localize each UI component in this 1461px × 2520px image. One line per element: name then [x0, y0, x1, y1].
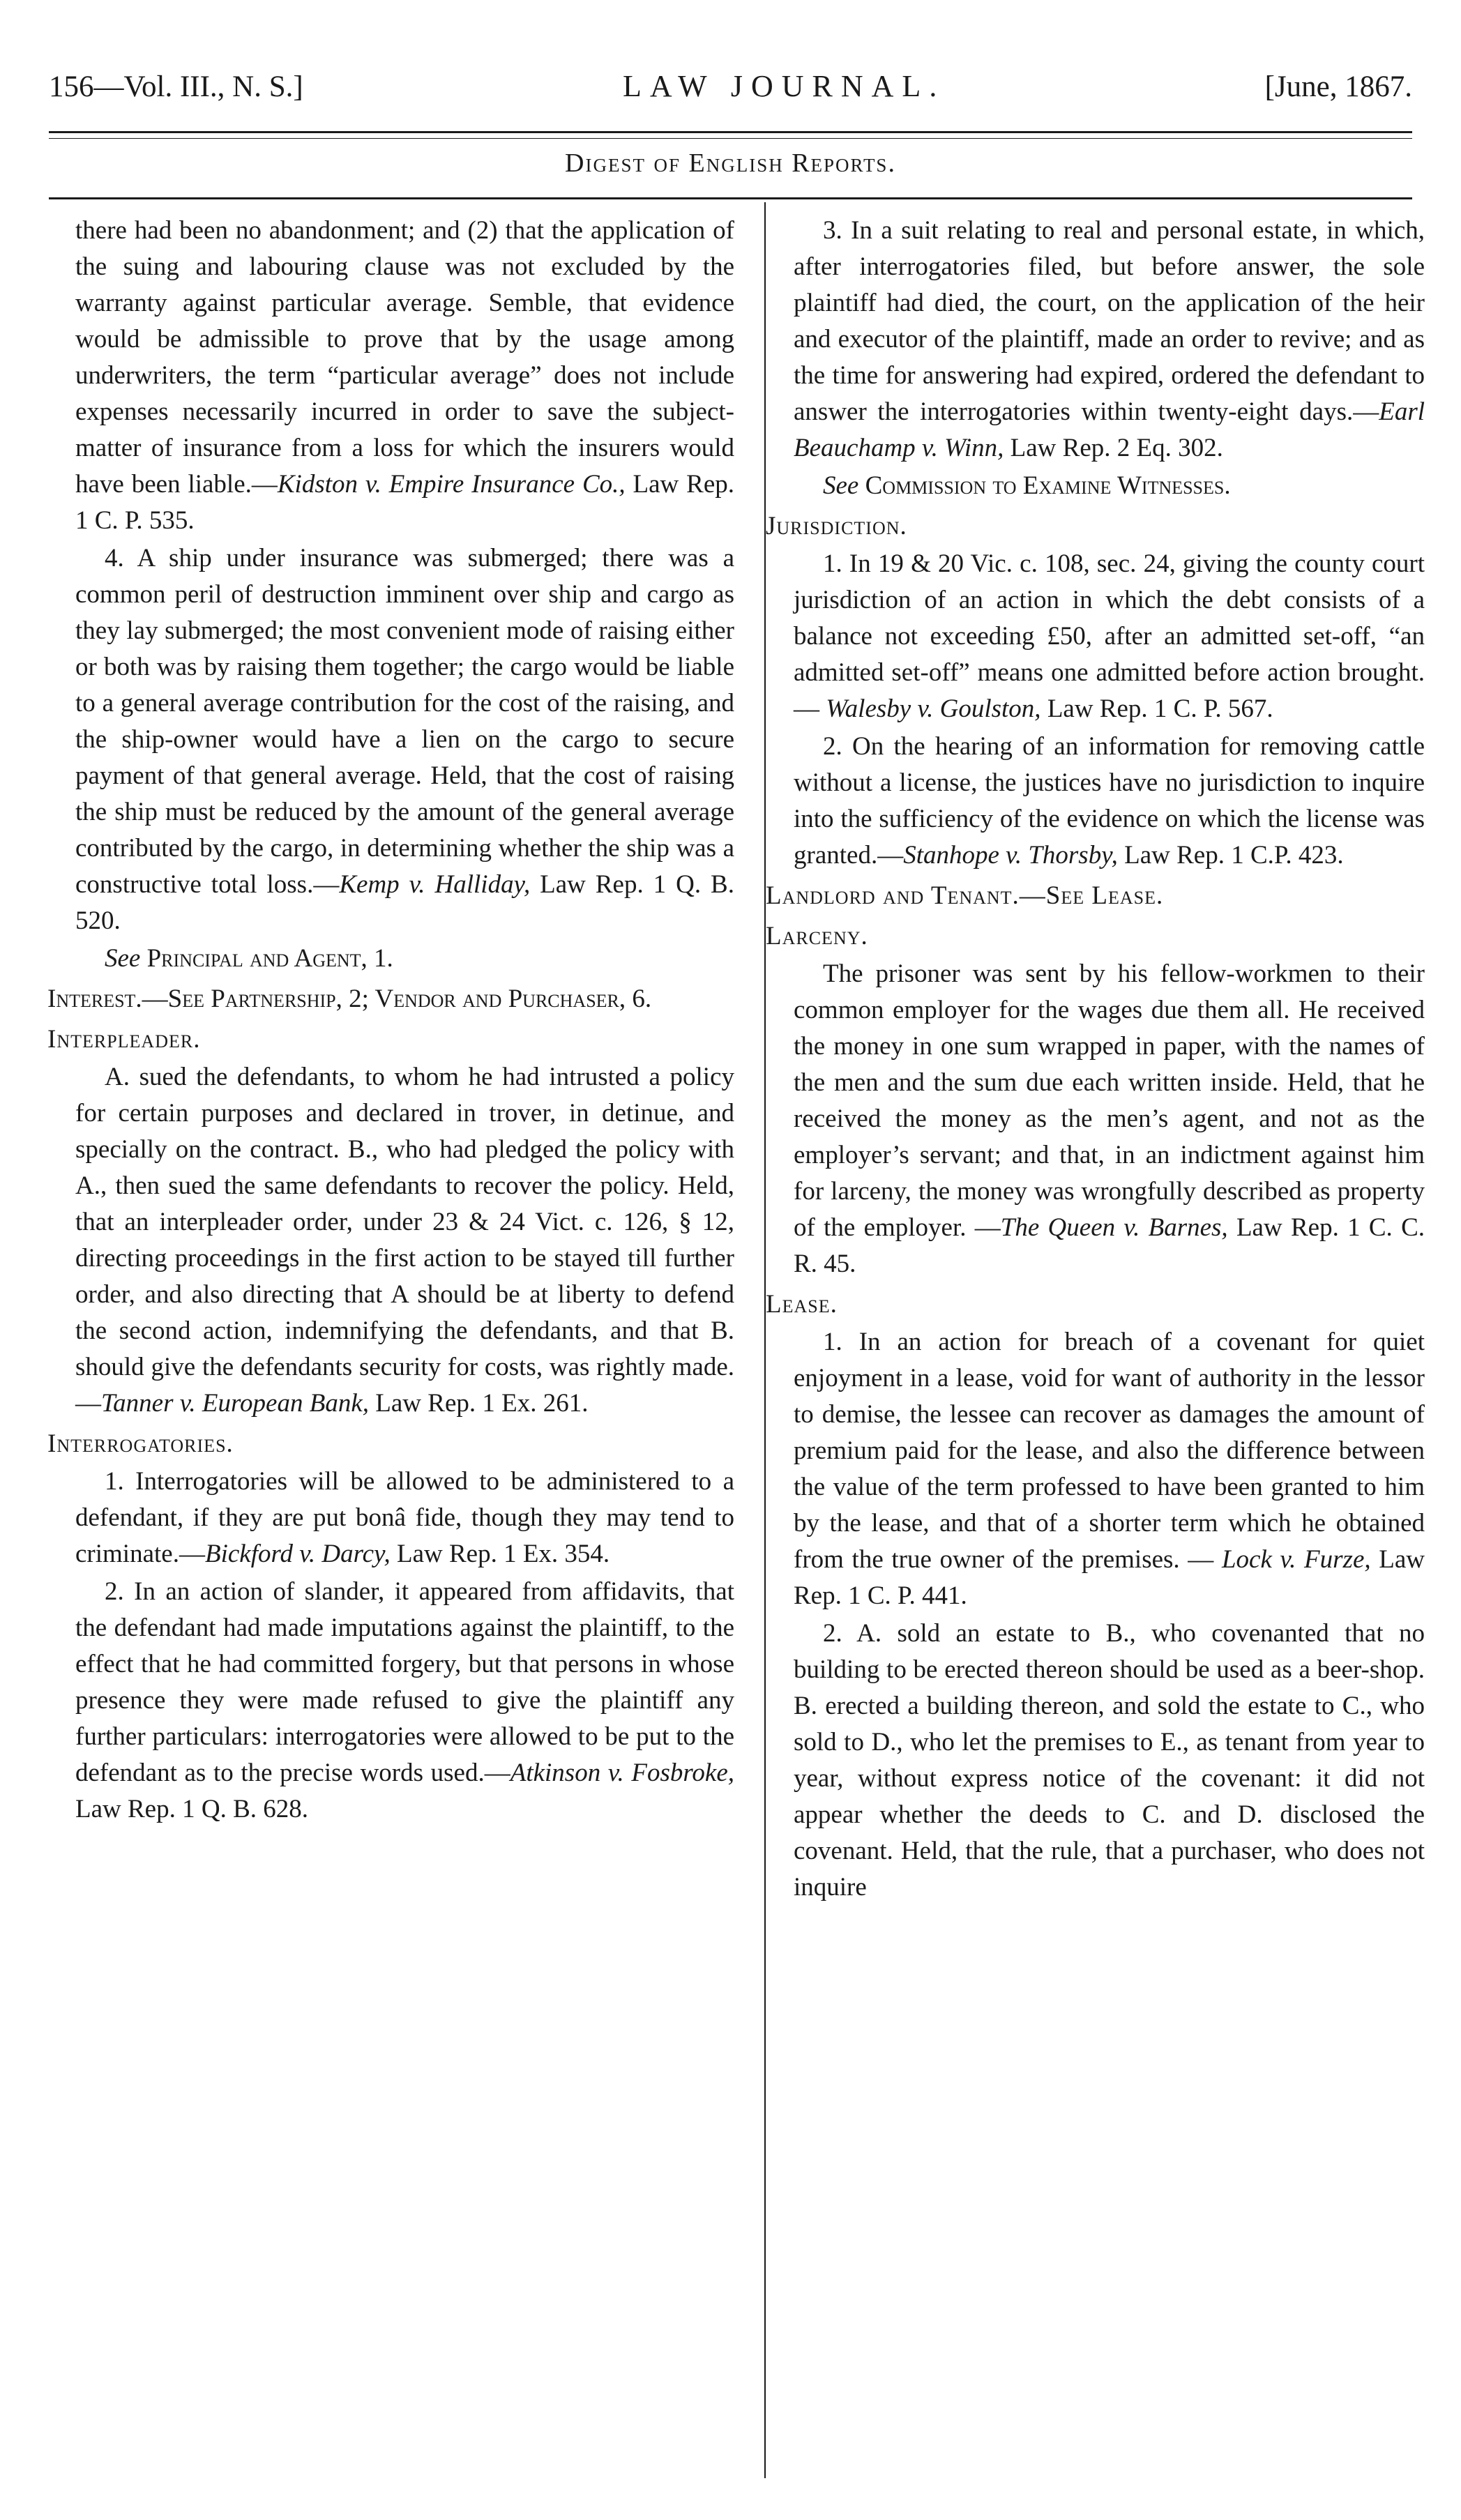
- case-citation: Earl Beauchamp v. Winn,: [794, 397, 1425, 462]
- header-date: [June, 1867.: [1264, 70, 1412, 103]
- entry-text: The prisoner was sent by his fellow-workmen to their common employer for the wages due them all. He received the money in one sum wrapped in paper, with the names of the men and the sum due each written inside. Held, that he received the money as the men’s agent, and not as the employer’s servant; and that, in an indictment against him for larceny, the money was wrongfully described as property of the employer. —: [794, 959, 1425, 1242]
- digest-entry: [794, 956, 1425, 1282]
- see-label: See: [823, 471, 859, 500]
- report-reference: Law Rep. 1 C. P. 441.: [794, 1545, 1425, 1610]
- heading-interrogatories: Interrogatories.: [47, 1429, 234, 1458]
- entry-text: 2. A. sold an estate to B., who covenanted that no building to be erected thereon should be used as a beer-shop. B. erected a building thereon, and sold the estate to C., who sold to D., who let the premises to E., as tenant from year to year, without express notice of the covenant: it did not appear whether the deeds to C. and D. disclosed the covenant. Held, that the rule, that a purchaser, who does not inquire: [794, 1619, 1425, 1902]
- report-reference: Law Rep. 1 C. P. 567.: [1040, 694, 1273, 723]
- report-reference: Law Rep. 1 C. P. 535.: [75, 470, 734, 535]
- entry-text: 3. In a suit relating to real and personal estate, in which, after interrogatories filed, but before answer, the sole plaintiff had died, the court, on the application of the heir and executor of the plaintiff, made an order to revive; and as the time for answering had expired, ordered the defendant to answer the interrogatories within twenty-eight days.—: [794, 216, 1425, 426]
- case-citation: Lock v. Furze,: [1221, 1545, 1371, 1574]
- heading-interest: Interest.—See Partnership, 2; Vendor and Purchaser, 6.: [47, 985, 652, 1013]
- report-reference: Law Rep. 1 C.P. 423.: [1117, 841, 1344, 870]
- left-column: [47, 213, 735, 2492]
- digest-entry: [75, 213, 734, 539]
- running-header: [49, 68, 1412, 117]
- entry-text: 1. Interrogatories will be allowed to be administered to a defendant, if they are put bonâ fide, though they may tend to criminate.—: [75, 1467, 734, 1568]
- report-reference: Law Rep. 1 Q. B. 520.: [75, 870, 734, 935]
- case-citation: The Queen v. Barnes,: [1000, 1213, 1228, 1242]
- report-reference: Law Rep. 1 Ex. 354.: [390, 1540, 610, 1568]
- entry-text: 1. In an action for breach of a covenant for quiet enjoyment in a lease, void for want of authority in the lessor to demise, the lessee can recover as damages the amount of premium paid for the lease, and also the difference between the value of the term professed to have been granted to him by the lease, and that of a shorter term which he obtained from the true owner of the premises. —: [794, 1328, 1425, 1574]
- section-title: Digest of English Reports.: [565, 149, 896, 178]
- section-rule: [49, 197, 1412, 199]
- see-label: See: [105, 944, 141, 973]
- case-citation: Kidston v. Empire Insurance Co.,: [277, 470, 626, 499]
- report-reference: Law Rep. 1 C. C. R. 45.: [794, 1213, 1425, 1278]
- case-citation: Walesby v. Goulston,: [826, 694, 1041, 723]
- digest-entry: [794, 546, 1425, 727]
- case-citation: Atkinson v. Fosbroke,: [510, 1759, 735, 1787]
- entry-text: 1. In 19 & 20 Vic. c. 108, sec. 24, giving the county court jurisdiction of an action in which the debt consists of a balance not exceeding £50, after an admitted set-off, “an admitted set-off” means one admitted before action brought. —: [794, 549, 1425, 723]
- cross-reference: [75, 941, 734, 977]
- xref-target: Principal and Agent, 1.: [146, 944, 393, 973]
- case-citation: Kemp v. Halliday,: [339, 870, 531, 899]
- heading-landlord-and-tenant: Landlord and Tenant.—See Lease.: [766, 881, 1164, 910]
- digest-entry: [75, 1059, 734, 1422]
- digest-entry: [75, 1574, 734, 1828]
- case-citation: Tanner v. European Bank,: [101, 1389, 370, 1418]
- cross-reference: [794, 468, 1425, 504]
- heading-lease: Lease.: [766, 1290, 838, 1319]
- entry-text: 2. In an action of slander, it appeared from affidavits, that the defendant had made imputations against the plaintiff, to the effect that he had committed forgery, but that persons in whose presence they were made refused to give the plaintiff any further particulars: interrogatories were allowed to be put to the defendant as to the precise words used.—: [75, 1577, 734, 1787]
- header-journal-title: LAW JOURNAL.: [623, 69, 946, 103]
- digest-entry: [75, 540, 734, 939]
- case-citation: Bickford v. Darcy,: [204, 1540, 391, 1568]
- entry-text: A. sued the defendants, to whom he had intrusted a policy for certain purposes and declared in trover, in detinue, and specially on the contract. B., who had pledged the policy with A., then sued the same defendants to recover the policy. Held, that an interpleader order, under 23 & 24 Vict. c. 126, § 12, directing proceedings in the first action to be stayed till further order, and also directing that A should be at liberty to defend the second action, indemnifying the defendants, and that B. should give the defendants security for costs, was rightly made.—: [75, 1063, 734, 1418]
- right-column: [766, 213, 1425, 2492]
- heading-interpleader: Interpleader.: [47, 1025, 201, 1054]
- header-volume: 156—Vol. III., N. S.]: [49, 70, 303, 103]
- xref-target: Commission to Examine Witnesses.: [865, 471, 1231, 500]
- digest-entry: [794, 213, 1425, 466]
- heading-jurisdiction: Jurisdiction.: [766, 512, 907, 540]
- header-double-rule: [49, 131, 1412, 139]
- digest-entry: [75, 1464, 734, 1572]
- report-reference: Law Rep. 2 Eq. 302.: [1004, 434, 1223, 462]
- heading-larceny: Larceny.: [766, 922, 868, 950]
- digest-entry: [794, 729, 1425, 874]
- entry-text: 4. A ship under insurance was submerged; there was a common peril of destruction imminent over ship and cargo as they lay submerged; the most convenient mode of raising either or both was by raising them together; the cargo would be liable to a general average contribution for the cost of the raising, and the ship-owner would have a lien on the cargo to secure payment of that general average. Held, that the cost of raising the ship must be reduced by the amount of the general average contributed by the cargo, in determining whether the ship was a constructive total loss.—: [75, 544, 734, 899]
- entry-text: 2. On the hearing of an information for removing cattle without a license, the justices have no jurisdiction to inquire into the sufficiency of the evidence on which the license was granted.—: [794, 732, 1425, 870]
- case-citation: Stanhope v. Thorsby,: [903, 841, 1118, 870]
- report-reference: Law Rep. 1 Ex. 261.: [369, 1389, 589, 1418]
- digest-entry: [794, 1324, 1425, 1614]
- entry-text: there had been no abandonment; and (2) that the application of the suing and labouring clause was not excluded by the warranty against particular average. Semble, that evidence would be admissible to prove that by the usage among underwriters, the term “particular average” does not include expenses necessarily incurred in order to save the subject-matter of insurance from a loss for which the insurers would have been liable.—: [75, 216, 734, 499]
- digest-entry: [794, 1616, 1425, 1906]
- report-reference: Law Rep. 1 Q. B. 628.: [75, 1795, 308, 1823]
